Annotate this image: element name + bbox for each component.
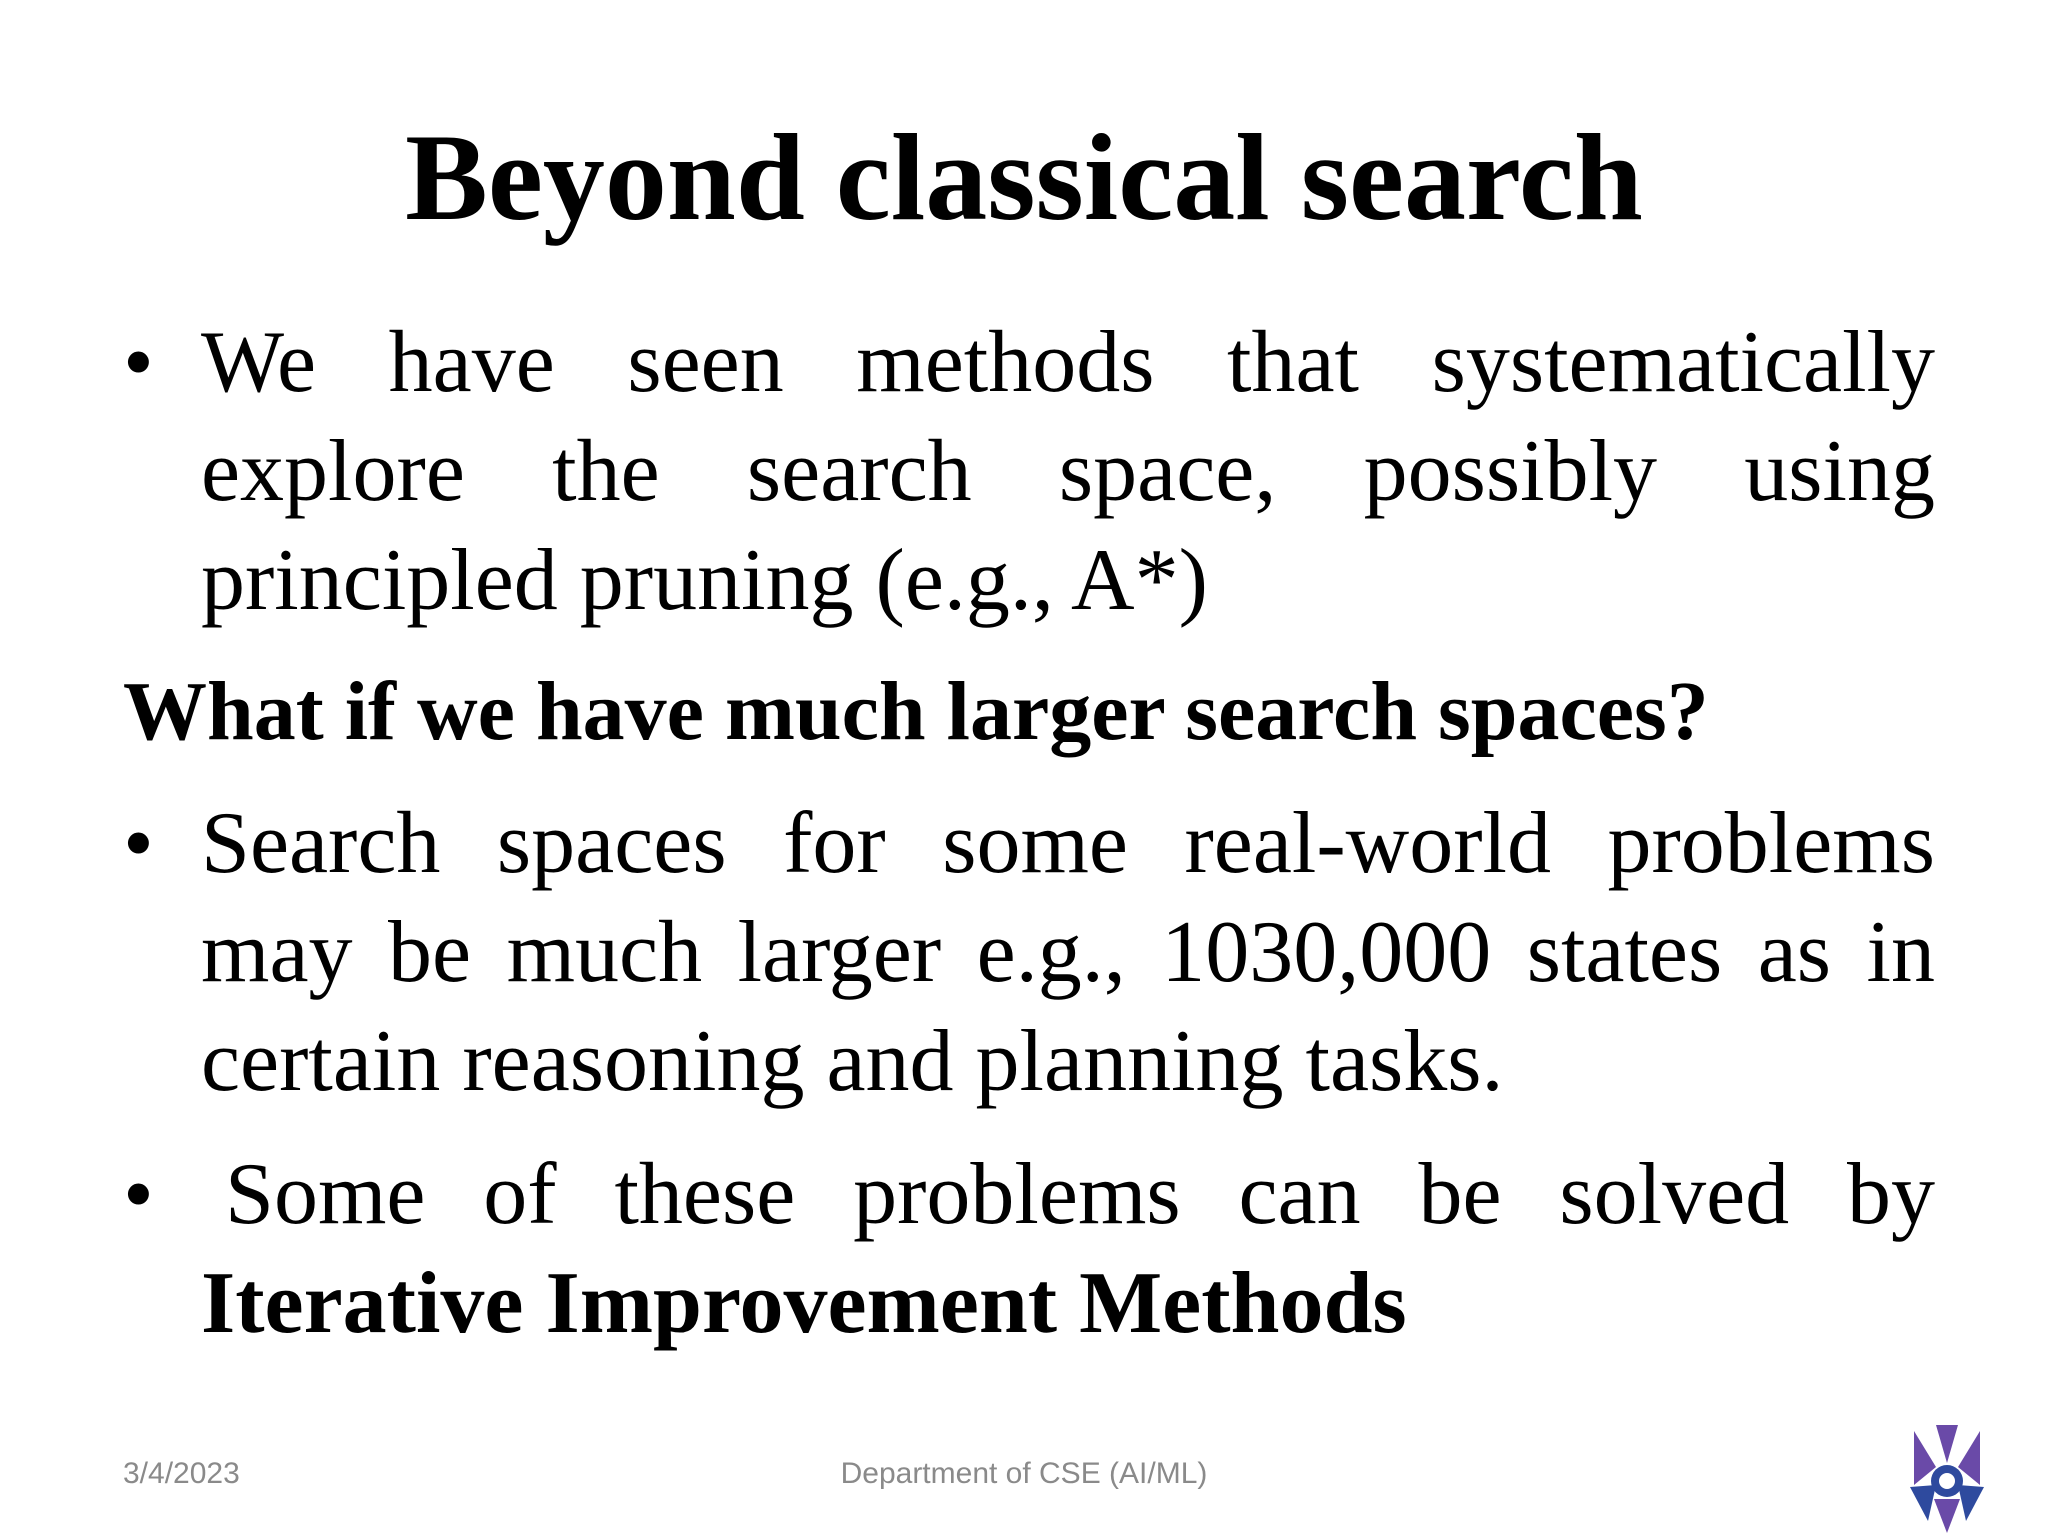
bullet-text: We have seen methods that systematically explore the search space, possibly using principled pruning (e.g., A*) — [201, 314, 1935, 629]
bullet-item — [123, 789, 1935, 1116]
slide-title: Beyond classical search — [405, 109, 1643, 246]
logo-petal-bottom-right — [1958, 1485, 1984, 1521]
logo-stem — [1934, 1499, 1960, 1533]
bullet-marker: • — [123, 1146, 154, 1243]
bullet-text: Search spaces for some real-world problems may be much larger e.g., 1030,000 states as in certain reasoning and planning tasks. — [201, 795, 1935, 1110]
logo-center-inner — [1939, 1473, 1955, 1489]
institution-logo-icon — [1906, 1425, 1988, 1536]
bullet-marker: • — [123, 314, 154, 411]
bullet-item — [123, 1140, 1935, 1358]
bullet-text-lead: Some of these problems can be solved by — [225, 1146, 1935, 1243]
footer-date: 3/4/2023 — [123, 1457, 240, 1490]
bullet-emphasis: Iterative Improvement Methods — [201, 1255, 1407, 1352]
bullet-item — [123, 308, 1935, 635]
footer-department: Department of CSE (AI/ML) — [840, 1457, 1208, 1490]
bullet-text — [201, 1140, 1935, 1358]
bullet-marker: • — [123, 795, 154, 892]
question-heading: What if we have much larger search spaces? — [123, 665, 1709, 758]
logo-petal-top — [1936, 1425, 1958, 1463]
logo-petal-bottom-left — [1910, 1485, 1936, 1521]
